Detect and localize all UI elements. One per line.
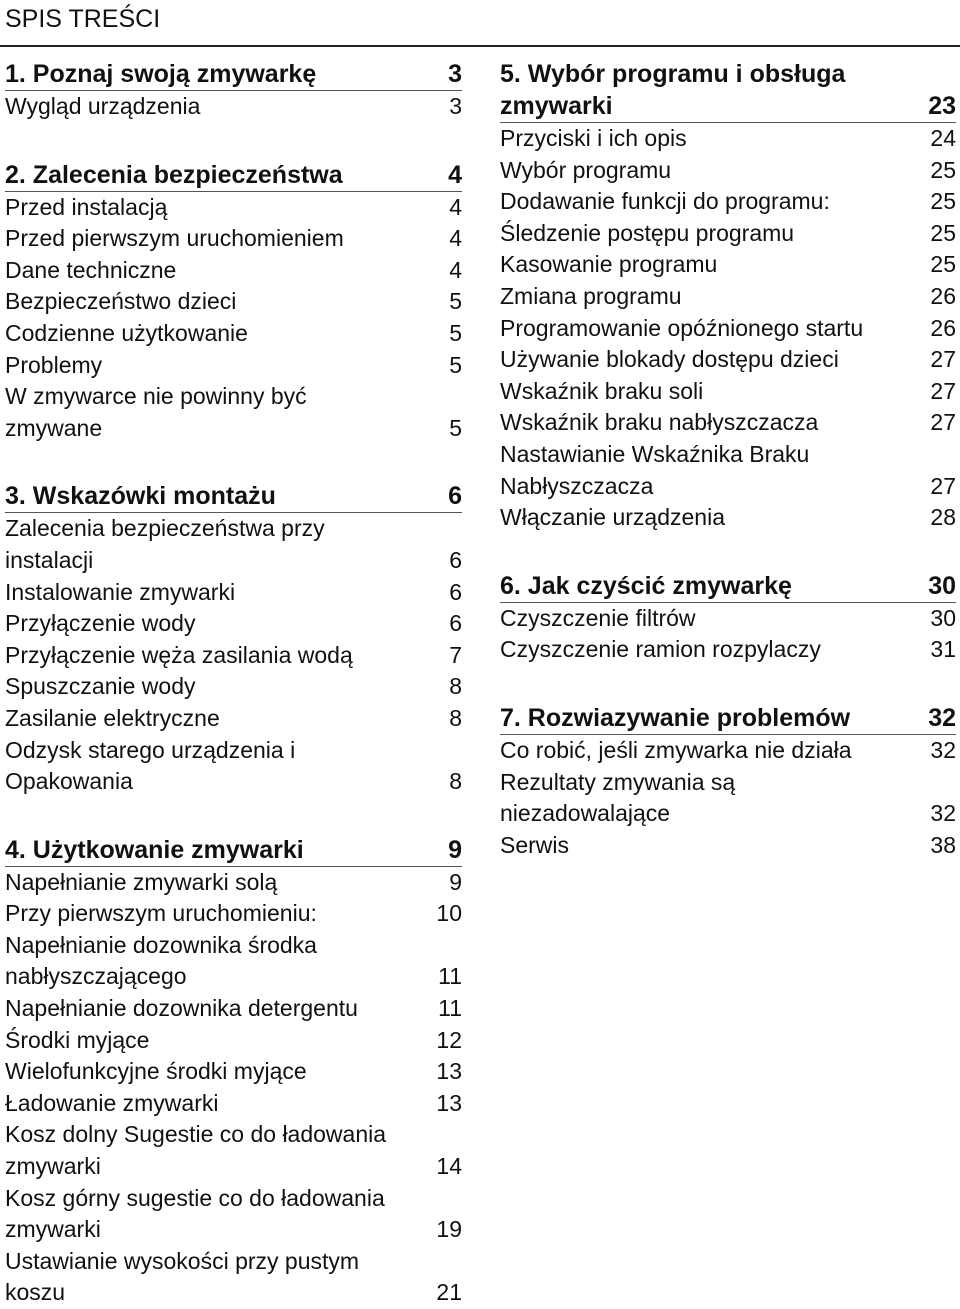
toc-entry-label: Opakowania xyxy=(5,768,133,795)
toc-entry-page: 31 xyxy=(930,636,956,663)
toc-entry-label: Przyciski i ich opis xyxy=(500,125,687,151)
toc-entry-label: Ładowanie zmywarki xyxy=(5,1089,219,1116)
toc-entry-page: 21 xyxy=(436,1279,462,1306)
toc-entry[interactable] xyxy=(5,1088,462,1120)
section-heading-line[interactable] xyxy=(500,58,956,90)
toc-entry-label: Środki myjące xyxy=(5,1026,150,1053)
section-page-number: 3 xyxy=(448,60,462,88)
toc-entry-label: Czyszczenie ramion rozpylaczy xyxy=(500,636,821,663)
section-heading[interactable] xyxy=(5,834,462,867)
toc-entry-page: 25 xyxy=(930,219,956,246)
toc-section xyxy=(500,702,956,861)
toc-entry-label: zmywane xyxy=(5,414,103,441)
toc-entry-label: niezadowalające xyxy=(500,800,671,827)
toc-entry[interactable] xyxy=(500,830,956,862)
toc-entry[interactable] xyxy=(5,286,462,318)
section-heading-label: 4. Użytkowanie zmywarki xyxy=(5,835,304,864)
toc-entry[interactable] xyxy=(500,634,956,666)
toc-entry[interactable] xyxy=(5,91,462,123)
toc-entry-label: Napełnianie zmywarki solą xyxy=(5,868,278,895)
toc-entry-label: Wybór programu xyxy=(500,156,672,183)
toc-entry-label: Bezpieczeństwo dzieci xyxy=(5,288,237,315)
toc-entry-label: Spuszczanie wody xyxy=(5,673,196,700)
toc-entry[interactable] xyxy=(5,703,462,735)
toc-entry-page: 5 xyxy=(449,288,462,315)
toc-entry-page: 5 xyxy=(449,414,462,441)
toc-entry-label: Ustawianie wysokości przy pustym xyxy=(5,1247,360,1274)
toc-entry-page: 4 xyxy=(449,193,462,220)
toc-section xyxy=(5,58,462,123)
toc-entry-label: Używanie blokady dostępu dzieci xyxy=(500,346,839,373)
toc-entry[interactable] xyxy=(500,155,956,187)
toc-entry[interactable] xyxy=(5,1056,462,1088)
toc-entry[interactable] xyxy=(500,502,956,534)
toc-entry[interactable] xyxy=(5,1119,462,1151)
toc-entry[interactable] xyxy=(500,767,956,799)
toc-entry-label: Wielofunkcyjne środki myjące xyxy=(5,1058,307,1085)
toc-entry[interactable] xyxy=(500,471,956,503)
toc-entry[interactable] xyxy=(5,608,462,640)
toc-entry-page: 6 xyxy=(449,546,462,573)
toc-entry[interactable] xyxy=(5,1183,462,1215)
toc-entry-label: koszu xyxy=(5,1279,66,1306)
toc-entry[interactable] xyxy=(500,407,956,439)
toc-entry[interactable] xyxy=(5,867,462,899)
toc-entry-label: Przyłączenie węża zasilania wodą xyxy=(5,641,353,668)
toc-right-column xyxy=(500,58,956,861)
toc-entry[interactable] xyxy=(500,281,956,313)
toc-entry-label: Wskaźnik braku soli xyxy=(500,377,704,404)
toc-entry[interactable] xyxy=(5,577,462,609)
toc-entry-page: 8 xyxy=(449,704,462,731)
toc-section xyxy=(500,58,956,534)
toc-entry-label: Instalowanie zmywarki xyxy=(5,578,236,605)
toc-entry-page: 14 xyxy=(436,1153,462,1180)
toc-entry[interactable] xyxy=(5,898,462,930)
section-heading-label: 3. Wskazówki montażu xyxy=(5,482,276,511)
toc-entry-page: 25 xyxy=(930,251,956,278)
toc-entry-label: Nabłyszczacza xyxy=(500,472,654,499)
toc-entry-page: 27 xyxy=(930,409,956,436)
section-heading-label: 6. Jak czyścić zmywarkę xyxy=(500,571,792,600)
section-heading[interactable] xyxy=(5,159,462,192)
toc-entry[interactable] xyxy=(5,350,462,382)
section-heading[interactable] xyxy=(500,90,956,123)
toc-entry[interactable] xyxy=(500,798,956,830)
toc-entry-page: 4 xyxy=(449,225,462,252)
toc-entry[interactable] xyxy=(5,735,462,767)
toc-entry[interactable] xyxy=(5,513,462,545)
toc-entry-page: 28 xyxy=(930,504,956,531)
page-title: SPIS TREŚCI xyxy=(5,5,161,33)
toc-entry-page: 27 xyxy=(930,472,956,499)
section-page-number: 6 xyxy=(448,482,462,511)
toc-entry[interactable] xyxy=(500,603,956,635)
toc-entry[interactable] xyxy=(5,545,462,577)
toc-entry-page: 30 xyxy=(930,604,956,631)
section-heading[interactable] xyxy=(500,702,956,735)
toc-entry-page: 26 xyxy=(930,282,956,309)
section-page-number: 23 xyxy=(928,92,956,120)
toc-entry[interactable] xyxy=(500,376,956,408)
section-page-number: 9 xyxy=(448,835,462,864)
toc-entry-page: 9 xyxy=(449,868,462,895)
toc-entry[interactable] xyxy=(500,344,956,376)
section-heading[interactable] xyxy=(5,58,462,91)
toc-entry-label: Dane techniczne xyxy=(5,256,177,283)
toc-entry-label: Przed pierwszym uruchomieniem xyxy=(5,225,344,252)
toc-entry-page: 10 xyxy=(436,900,462,927)
toc-entry-page: 27 xyxy=(930,377,956,404)
toc-entry[interactable] xyxy=(5,192,462,224)
toc-left-column xyxy=(5,58,462,1309)
toc-entry-label: instalacji xyxy=(5,546,94,573)
section-heading-label: 2. Zalecenia bezpieczeństwa xyxy=(5,160,343,189)
toc-entry-label: Przyłączenie wody xyxy=(5,610,196,637)
toc-entry-label: Napełnianie dozownika detergentu xyxy=(5,995,358,1022)
toc-entry[interactable] xyxy=(5,223,462,255)
toc-entry-page: 4 xyxy=(449,256,462,283)
toc-entry[interactable] xyxy=(500,313,956,345)
section-heading-label: 5. Wybór programu i obsługa xyxy=(500,60,846,88)
toc-section xyxy=(5,834,462,1309)
toc-entry-label: Kosz górny sugestie co do ładowania xyxy=(5,1184,385,1211)
toc-entry[interactable] xyxy=(5,993,462,1025)
toc-entry[interactable] xyxy=(5,961,462,993)
toc-entry-page: 6 xyxy=(449,578,462,605)
toc-entry-label: Odzysk starego urządzenia i xyxy=(5,736,296,763)
toc-entry[interactable] xyxy=(500,186,956,218)
toc-entry-page: 11 xyxy=(438,963,462,990)
toc-entry-page: 25 xyxy=(930,156,956,183)
toc-entry[interactable] xyxy=(500,439,956,471)
toc-entry[interactable] xyxy=(500,249,956,281)
toc-entry-page: 6 xyxy=(449,610,462,637)
toc-entry-label: Codzienne użytkowanie xyxy=(5,319,248,346)
toc-entry-label: Włączanie urządzenia xyxy=(500,504,726,531)
toc-entry-page: 19 xyxy=(436,1216,462,1243)
toc-entry-label: Śledzenie postępu programu xyxy=(500,219,795,246)
toc-section xyxy=(5,159,462,445)
section-page-number: 30 xyxy=(928,571,956,600)
toc-entry-label: Kasowanie programu xyxy=(500,251,718,278)
toc-entry-page: 13 xyxy=(436,1089,462,1116)
toc-entry-page: 5 xyxy=(449,319,462,346)
toc-entry-page: 24 xyxy=(930,125,956,151)
toc-section xyxy=(500,570,956,666)
toc-entry[interactable] xyxy=(5,1277,462,1309)
toc-entry-label: Serwis xyxy=(500,831,570,858)
toc-entry[interactable] xyxy=(500,218,956,250)
toc-entry-page: 32 xyxy=(930,800,956,827)
toc-entry[interactable] xyxy=(500,735,956,767)
toc-entry-page: 32 xyxy=(930,736,956,763)
toc-entry-page: 13 xyxy=(436,1058,462,1085)
toc-entry-label: Kosz dolny Sugestie co do ładowania xyxy=(5,1121,387,1148)
toc-entry-page: 11 xyxy=(438,995,462,1022)
toc-entry-label: zmywarki xyxy=(5,1216,101,1243)
toc-entry-label: nabłyszczającego xyxy=(5,963,187,990)
toc-entry-label: Przed instalacją xyxy=(5,193,168,220)
section-heading-label: 1. Poznaj swoją zmywarkę xyxy=(5,60,317,88)
section-page-number: 32 xyxy=(928,703,956,732)
toc-entry-label: W zmywarce nie powinny być xyxy=(5,383,307,410)
toc-entry[interactable] xyxy=(5,1151,462,1183)
toc-entry-page: 8 xyxy=(449,768,462,795)
toc-entry[interactable] xyxy=(5,1246,462,1278)
toc-entry-page: 8 xyxy=(449,673,462,700)
toc-entry-page: 27 xyxy=(930,346,956,373)
toc-entry-label: zmywarki xyxy=(5,1153,101,1180)
toc-entry[interactable] xyxy=(5,1214,462,1246)
toc-entry-label: Rezultaty zmywania są xyxy=(500,768,736,795)
toc-entry-page: 5 xyxy=(449,351,462,378)
toc-section xyxy=(5,480,462,797)
toc-entry[interactable] xyxy=(500,123,956,155)
toc-entry-label: Przy pierwszym uruchomieniu: xyxy=(5,900,317,927)
toc-entry[interactable] xyxy=(5,930,462,962)
toc-entry-page: 7 xyxy=(449,641,462,668)
toc-entry-label: Co robić, jeśli zmywarka nie działa xyxy=(500,736,852,763)
toc-entry[interactable] xyxy=(5,318,462,350)
toc-entry-label: Wygląd urządzenia xyxy=(5,93,201,119)
section-heading-label: zmywarki xyxy=(500,92,613,120)
toc-entry-label: Problemy xyxy=(5,351,103,378)
toc-entry-page: 38 xyxy=(930,831,956,858)
toc-entry-label: Napełnianie dozownika środka xyxy=(5,931,317,958)
toc-entry[interactable] xyxy=(5,766,462,798)
toc-entry[interactable] xyxy=(5,640,462,672)
toc-entry-page: 12 xyxy=(436,1026,462,1053)
toc-entry-page: 25 xyxy=(930,188,956,215)
toc-entry-page: 26 xyxy=(930,314,956,341)
section-heading[interactable] xyxy=(500,570,956,603)
toc-entry-label: Zalecenia bezpieczeństwa przy xyxy=(5,515,325,542)
toc-entry-label: Wskaźnik braku nabłyszczacza xyxy=(500,409,819,436)
toc-entry[interactable] xyxy=(5,413,462,445)
toc-entry-label: Czyszczenie filtrów xyxy=(500,604,696,631)
toc-entry-label: Nastawianie Wskaźnika Braku xyxy=(500,440,810,467)
title-divider xyxy=(0,45,960,47)
toc-entry-label: Zasilanie elektryczne xyxy=(5,704,220,731)
toc-entry-label: Programowanie opóźnionego startu xyxy=(500,314,864,341)
toc-entry[interactable] xyxy=(5,671,462,703)
toc-entry[interactable] xyxy=(5,255,462,287)
section-page-number: 4 xyxy=(448,160,462,189)
toc-entry-label: Dodawanie funkcji do programu: xyxy=(500,188,830,215)
toc-entry[interactable] xyxy=(5,1025,462,1057)
toc-entry-label: Zmiana programu xyxy=(500,282,682,309)
section-heading[interactable] xyxy=(5,480,462,513)
toc-entry-page: 3 xyxy=(449,93,462,119)
section-heading-label: 7. Rozwiazywanie problemów xyxy=(500,703,851,732)
toc-entry[interactable] xyxy=(5,381,462,413)
